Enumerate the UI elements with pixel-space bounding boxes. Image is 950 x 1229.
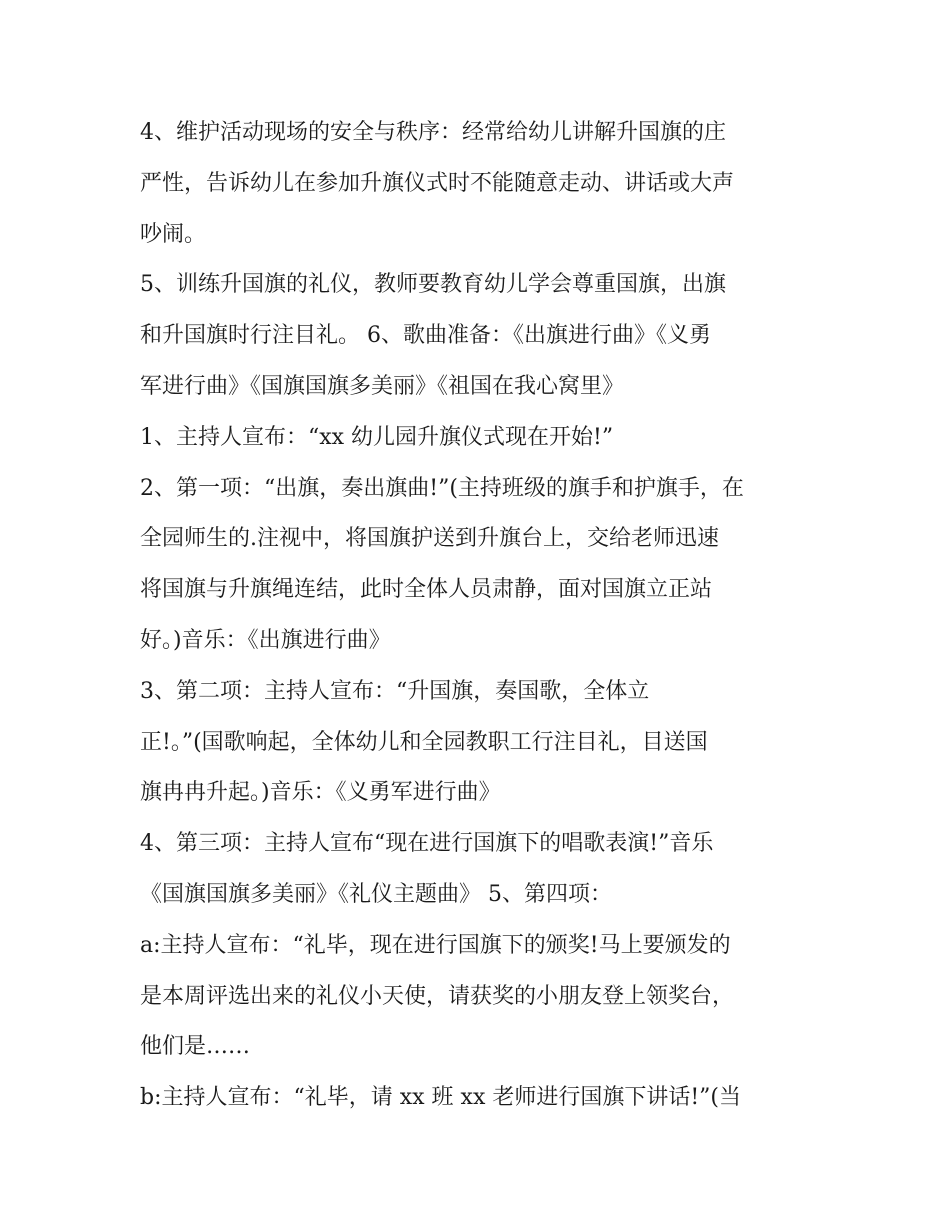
text-line: b:主持人宣布：“礼毕，请 xx 班 xx 老师进行国旗下讲话!”(当 xyxy=(140,1085,742,1111)
text-line: 《国旗国旗多美丽》《礼仪主题曲》 5、第四项： xyxy=(140,881,612,907)
text-line: 1、主持人宣布：“xx 幼儿园升旗仪式现在开始!” xyxy=(140,424,614,450)
text-line: 正!。”(国歌响起，全体幼儿和全园教职工行注目礼，目送国 xyxy=(140,729,708,755)
text-line: 4、维护活动现场的安全与秩序：经常给幼儿讲解升国旗的庄 xyxy=(140,120,726,145)
text-line: 是本周评选出来的礼仪小天使，请获奖的小朋友登上领奖台， xyxy=(140,983,735,1009)
text-line: 好。)音乐：《出旗进行曲》 xyxy=(140,627,391,653)
text-line: 3、第二项：主持人宣布：“升国旗，奏国歌，全体立 xyxy=(140,678,650,704)
text-line: a:主持人宣布：“礼毕，现在进行国旗下的颁奖!马上要颁发的 xyxy=(140,932,731,958)
text-line: 严性，告诉幼儿在参加升旗仪式时不能随意走动、讲话或大声 xyxy=(140,170,735,196)
text-line: 他们是…… xyxy=(140,1034,251,1060)
text-line: 旗冉冉升起。)音乐：《义勇军进行曲》 xyxy=(140,780,501,806)
text-line: 全园师生的.注视中，将国旗护送到升旗台上，交给老师迅速 xyxy=(140,526,719,552)
text-line: 5、训练升国旗的礼仪，教师要教育幼儿学会尊重国旗，出旗 xyxy=(140,272,726,298)
text-line: 2、第一项：“出旗，奏出旗曲!”(主持班级的旗手和护旗手，在 xyxy=(140,475,744,501)
text-line: 吵闹。 xyxy=(140,221,207,247)
text-line: 军进行曲》《国旗国旗多美丽》《祖国在我心窝里》 xyxy=(140,373,625,399)
text-line: 和升国旗时行注目礼。 6、歌曲准备：《出旗进行曲》《义勇 xyxy=(140,323,711,349)
text-line: 4、第三项：主持人宣布“现在进行国旗下的唱歌表演!”音乐 xyxy=(140,831,714,857)
document-body xyxy=(140,108,830,1124)
text-line: 将国旗与升旗绳连结，此时全体人员肃静，面对国旗立正站 xyxy=(140,577,713,603)
